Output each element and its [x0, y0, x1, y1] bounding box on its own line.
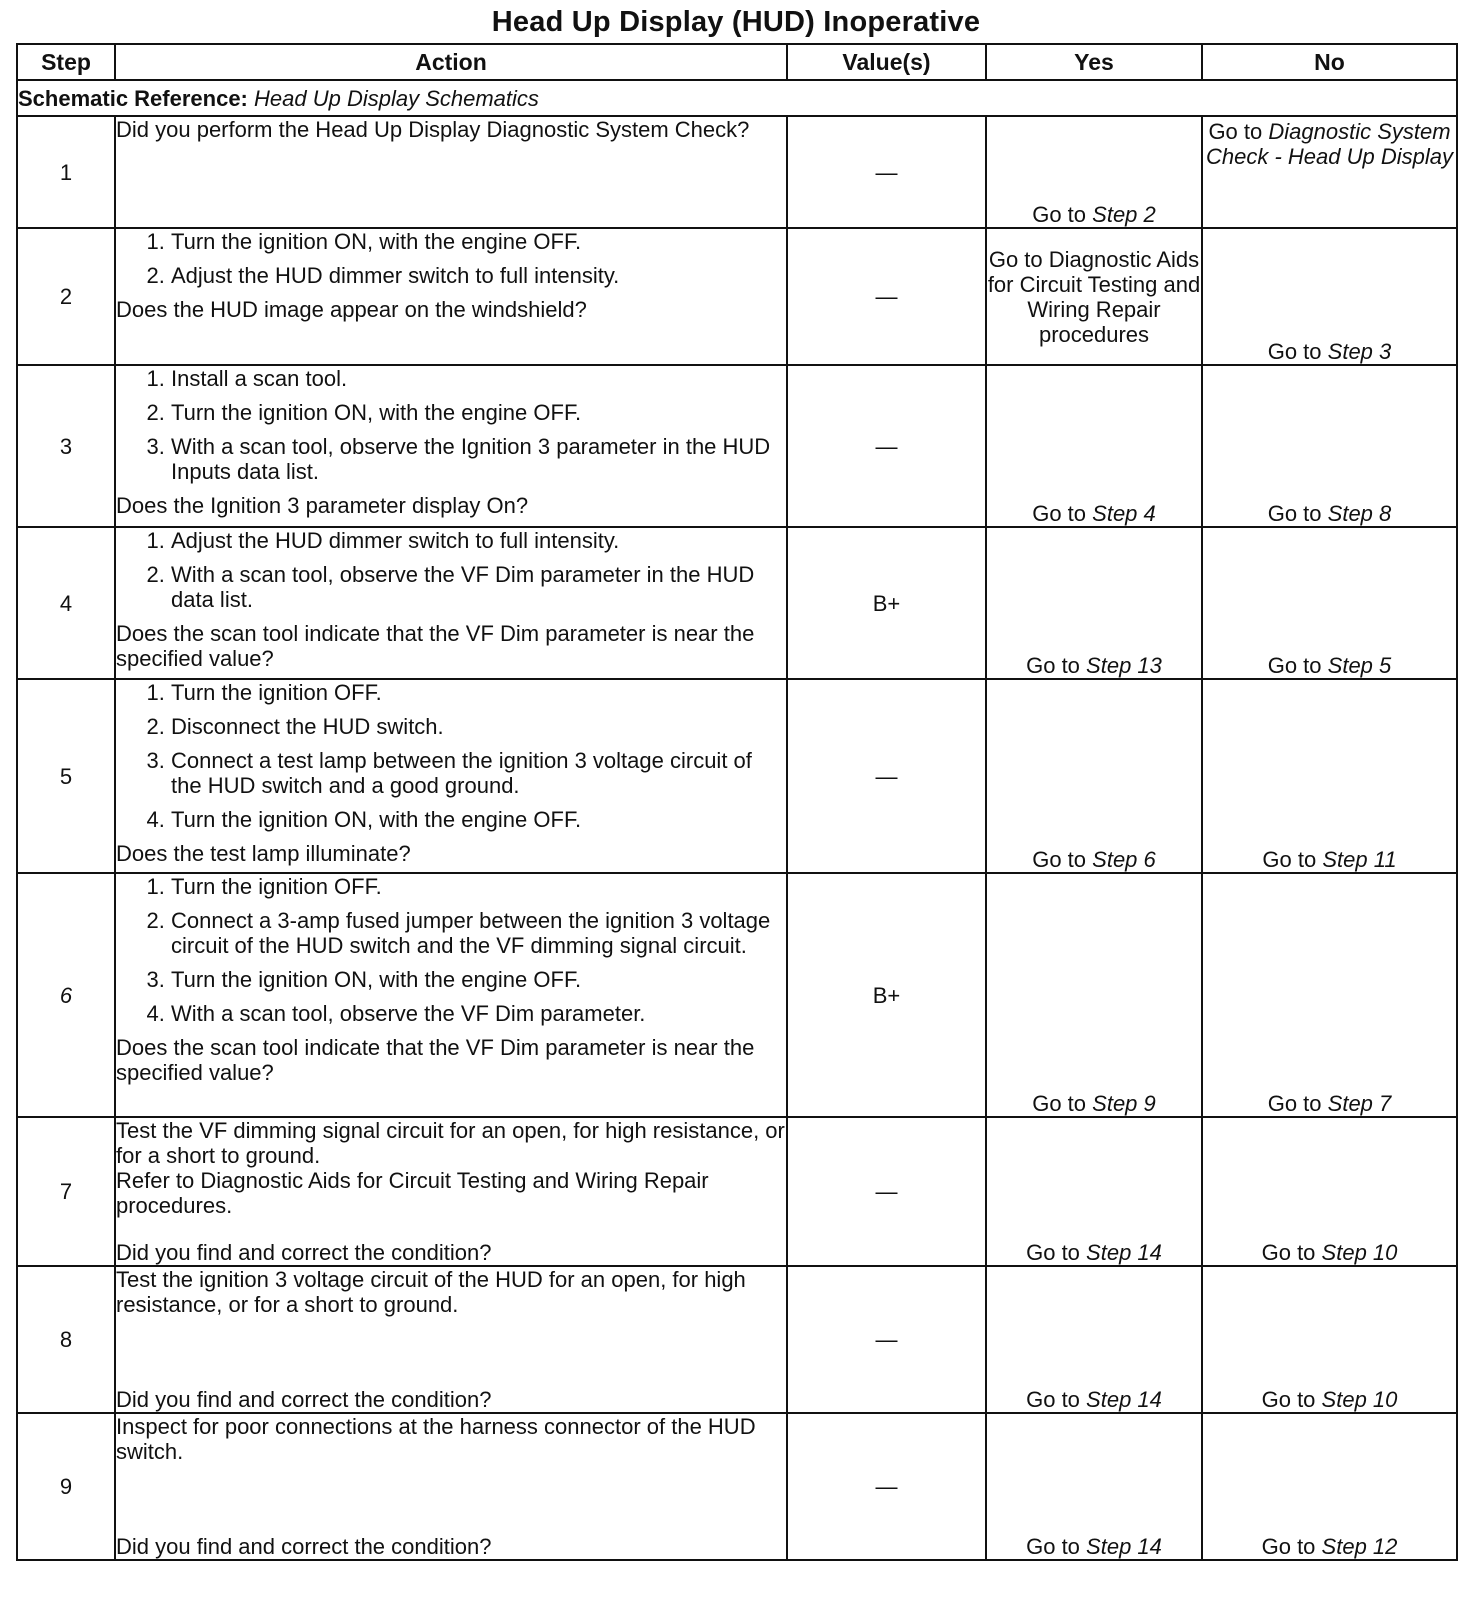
- no-cell: [1202, 1117, 1457, 1266]
- action-cell: [115, 527, 787, 679]
- question-text: Did you find and correct the condition?: [116, 1240, 492, 1265]
- action-cell: [115, 228, 787, 365]
- step-number: 7: [17, 1117, 115, 1266]
- action-cell: [115, 365, 787, 527]
- header-no: No: [1202, 44, 1457, 80]
- procedure-list: [116, 229, 786, 288]
- action-text: Did you perform the Head Up Display Diagnostic System Check?: [116, 117, 750, 142]
- list-item: 2. Adjust the HUD dimmer switch to full intensity.: [171, 263, 786, 288]
- procedure-list: [116, 528, 786, 612]
- list-item: 1. Install a scan tool.: [171, 366, 786, 391]
- step-number: 6: [17, 873, 115, 1117]
- list-item: 1. Turn the ignition ON, with the engine OFF.: [171, 229, 786, 254]
- yes-cell: [986, 1266, 1202, 1413]
- action-text-2: Refer to Diagnostic Aids for Circuit Testing and Wiring Repair procedures.: [116, 1168, 709, 1218]
- value-cell: —: [787, 228, 986, 365]
- page-title: Head Up Display (HUD) Inoperative: [491, 6, 981, 38]
- step-number: 4: [17, 527, 115, 679]
- question-text: Does the test lamp illuminate?: [116, 841, 411, 866]
- value-cell: B+: [787, 873, 986, 1117]
- go-to-label: Go to: [1267, 653, 1322, 678]
- yes-cell: [986, 527, 1202, 679]
- header-yes: Yes: [986, 44, 1202, 80]
- no-cell: [1202, 679, 1457, 873]
- value-cell: B+: [787, 527, 986, 679]
- yes-cell: [986, 679, 1202, 873]
- list-item: 1. Turn the ignition OFF.: [171, 680, 786, 705]
- value-cell: —: [787, 679, 986, 873]
- no-cell: [1202, 365, 1457, 527]
- go-to-label: Go to: [1261, 1387, 1316, 1412]
- list-item: 4. With a scan tool, observe the VF Dim parameter.: [171, 1001, 786, 1026]
- list-item: 2. With a scan tool, observe the VF Dim parameter in the HUD data list.: [171, 562, 786, 612]
- yes-step-ref: Step 14: [1086, 1240, 1162, 1265]
- yes-step-ref: Step 14: [1086, 1534, 1162, 1559]
- go-to-label: Go to: [1032, 847, 1087, 872]
- yes-step-ref: Step 6: [1092, 847, 1156, 872]
- go-to-label: Go to: [1026, 1240, 1080, 1265]
- yes-step-ref: Step 2: [1092, 202, 1156, 227]
- yes-cell: Go to Diagnostic Aids for Circuit Testing and Wiring Repair procedures: [986, 228, 1202, 365]
- no-cell: [1202, 873, 1457, 1117]
- action-cell: [115, 1266, 787, 1413]
- value-cell: —: [787, 1266, 986, 1413]
- list-item: 2. Connect a 3-amp fused jumper between the ignition 3 voltage circuit of the HUD switch and the VF dimming signal circuit.: [171, 908, 786, 958]
- no-cell: [1202, 116, 1457, 228]
- no-step-ref: Step 8: [1327, 501, 1392, 526]
- procedure-list: [116, 366, 786, 484]
- procedure-list: [116, 874, 786, 1026]
- go-to-label: Go to: [1026, 1534, 1080, 1559]
- table-row: [17, 679, 1457, 873]
- schematic-label: Schematic Reference:: [18, 85, 248, 111]
- table-row: [17, 365, 1457, 527]
- no-ref: Diagnostic System Check - Head Up Display: [1206, 119, 1453, 169]
- yes-cell: [986, 1413, 1202, 1560]
- go-to-label: Go to: [1261, 1240, 1316, 1265]
- no-step-ref: Step 12: [1321, 1534, 1398, 1559]
- go-to-label: Go to: [1032, 1091, 1087, 1116]
- yes-cell: [986, 116, 1202, 228]
- table-row: [17, 1413, 1457, 1560]
- go-to-label: Go to: [1026, 1387, 1080, 1412]
- yes-cell: [986, 1117, 1202, 1266]
- table-row: [17, 1117, 1457, 1266]
- action-text: Inspect for poor connections at the harness connector of the HUD switch.: [116, 1414, 756, 1464]
- list-item: 2. Turn the ignition ON, with the engine OFF.: [171, 400, 786, 425]
- go-to-label: Go to: [1261, 1534, 1316, 1559]
- yes-cell: [986, 365, 1202, 527]
- yes-step-ref: Step 9: [1092, 1091, 1156, 1116]
- no-step-ref: Step 10: [1321, 1240, 1398, 1265]
- step-number: 2: [17, 228, 115, 365]
- yes-step-ref: Step 4: [1092, 501, 1156, 526]
- table-row: [17, 873, 1457, 1117]
- go-to-label: Go to: [1267, 501, 1322, 526]
- go-to-label: Go to: [1267, 1091, 1322, 1116]
- action-cell: [115, 1117, 787, 1266]
- yes-step-ref: Step 14: [1086, 1387, 1162, 1412]
- value-cell: —: [787, 1413, 986, 1560]
- list-item: 2. Disconnect the HUD switch.: [171, 714, 786, 739]
- schematic-row: [17, 80, 1457, 116]
- step-number: 1: [17, 116, 115, 228]
- list-item: 3. Connect a test lamp between the ignition 3 voltage circuit of the HUD switch and a good ground.: [171, 748, 786, 798]
- question-text: Does the scan tool indicate that the VF Dim parameter is near the specified value?: [116, 1035, 755, 1085]
- header-step: Step: [17, 44, 115, 80]
- question-text: Did you find and correct the condition?: [116, 1387, 492, 1412]
- list-item: 3. Turn the ignition ON, with the engine OFF.: [171, 967, 786, 992]
- no-cell: [1202, 1413, 1457, 1560]
- no-cell: [1202, 228, 1457, 365]
- go-to-label: Go to: [1262, 847, 1317, 872]
- value-cell: —: [787, 116, 986, 228]
- step-number: 9: [17, 1413, 115, 1560]
- action-text: Test the ignition 3 voltage circuit of the HUD for an open, for high resistance, or for a short to ground.: [116, 1267, 746, 1317]
- no-step-ref: Step 7: [1327, 1091, 1392, 1116]
- no-step-ref: Step 3: [1327, 339, 1392, 364]
- list-item: 3. With a scan tool, observe the Ignition 3 parameter in the HUD Inputs data list.: [171, 434, 786, 484]
- procedure-list: [116, 680, 786, 832]
- value-cell: —: [787, 365, 986, 527]
- diagnostic-table: [16, 43, 1458, 1561]
- no-step-ref: Step 11: [1322, 847, 1397, 872]
- go-to-label: Go to: [1032, 202, 1087, 227]
- table-row: [17, 228, 1457, 365]
- go-to-label: Go to: [1032, 501, 1087, 526]
- go-to-label: Go to: [1208, 119, 1263, 144]
- yes-step-ref: Step 13: [1086, 653, 1162, 678]
- list-item: 4. Turn the ignition ON, with the engine OFF.: [171, 807, 786, 832]
- step-number: 5: [17, 679, 115, 873]
- table-row: [17, 116, 1457, 228]
- action-cell: [115, 679, 787, 873]
- value-cell: —: [787, 1117, 986, 1266]
- action-text: Test the VF dimming signal circuit for an open, for high resistance, or for a short to ground.: [116, 1118, 785, 1168]
- header-action: Action: [115, 44, 787, 80]
- list-item: 1. Turn the ignition OFF.: [171, 874, 786, 899]
- no-cell: [1202, 1266, 1457, 1413]
- header-values: Value(s): [787, 44, 986, 80]
- question-text: Does the scan tool indicate that the VF Dim parameter is near the specified value?: [116, 621, 755, 671]
- question-text: Did you find and correct the condition?: [116, 1534, 492, 1559]
- no-step-ref: Step 10: [1321, 1387, 1398, 1412]
- header-row: [17, 44, 1457, 80]
- yes-cell: [986, 873, 1202, 1117]
- action-cell: [115, 873, 787, 1117]
- schematic-reference: [17, 80, 1457, 116]
- table-row: [17, 527, 1457, 679]
- go-to-label: Go to: [1026, 653, 1080, 678]
- list-item: 1. Adjust the HUD dimmer switch to full intensity.: [171, 528, 786, 553]
- no-cell: [1202, 527, 1457, 679]
- schematic-ref: Head Up Display Schematics: [254, 85, 539, 111]
- no-step-ref: Step 5: [1327, 653, 1392, 678]
- action-cell: [115, 116, 787, 228]
- question-text: Does the HUD image appear on the windshield?: [116, 297, 587, 322]
- action-cell: [115, 1413, 787, 1560]
- step-number: 8: [17, 1266, 115, 1413]
- step-number: 3: [17, 365, 115, 527]
- question-text: Does the Ignition 3 parameter display On?: [116, 493, 529, 518]
- go-to-label: Go to: [1267, 339, 1322, 364]
- table-row: [17, 1266, 1457, 1413]
